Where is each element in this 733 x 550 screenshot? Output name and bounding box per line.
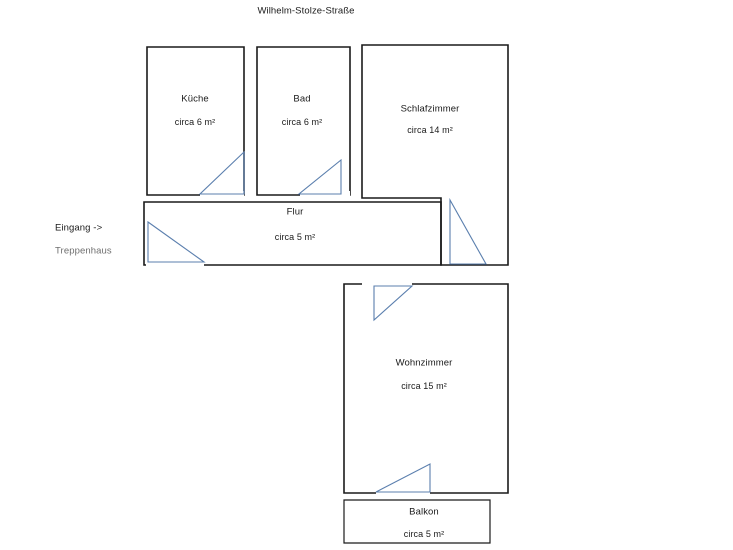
room-area-balkon: circa 5 m²	[403, 529, 445, 539]
door-swing-kueche	[200, 152, 244, 194]
entrance-label: Eingang ->	[55, 222, 103, 234]
room-area-bad: circa 6 m²	[281, 117, 323, 127]
street-label: Wilhelm-Stolze-Straße	[257, 5, 355, 17]
room-label-kueche: Küche	[181, 93, 209, 105]
stairwell-label: Treppenhaus	[55, 245, 112, 257]
room-label-schlafzimmer: Schlafzimmer	[400, 103, 460, 115]
room-label-flur: Flur	[286, 206, 304, 218]
door-swing-bad	[299, 160, 341, 194]
door-swing-eingang	[148, 222, 204, 262]
room-label-balkon: Balkon	[409, 506, 439, 518]
room-area-schlafzimmer: circa 14 m²	[407, 125, 453, 135]
door-swing-wohnzimmer	[374, 286, 412, 320]
room-label-wohnzimmer: Wohnzimmer	[395, 357, 453, 369]
room-outline-schlafzimmer	[362, 45, 508, 265]
room-area-kueche: circa 6 m²	[174, 117, 216, 127]
room-area-wohnzimmer: circa 15 m²	[401, 381, 447, 391]
door-swing-schlafzimmer	[450, 200, 486, 264]
room-label-bad: Bad	[293, 93, 311, 105]
door-swing-balkon	[376, 464, 430, 492]
room-area-flur: circa 5 m²	[274, 232, 316, 242]
